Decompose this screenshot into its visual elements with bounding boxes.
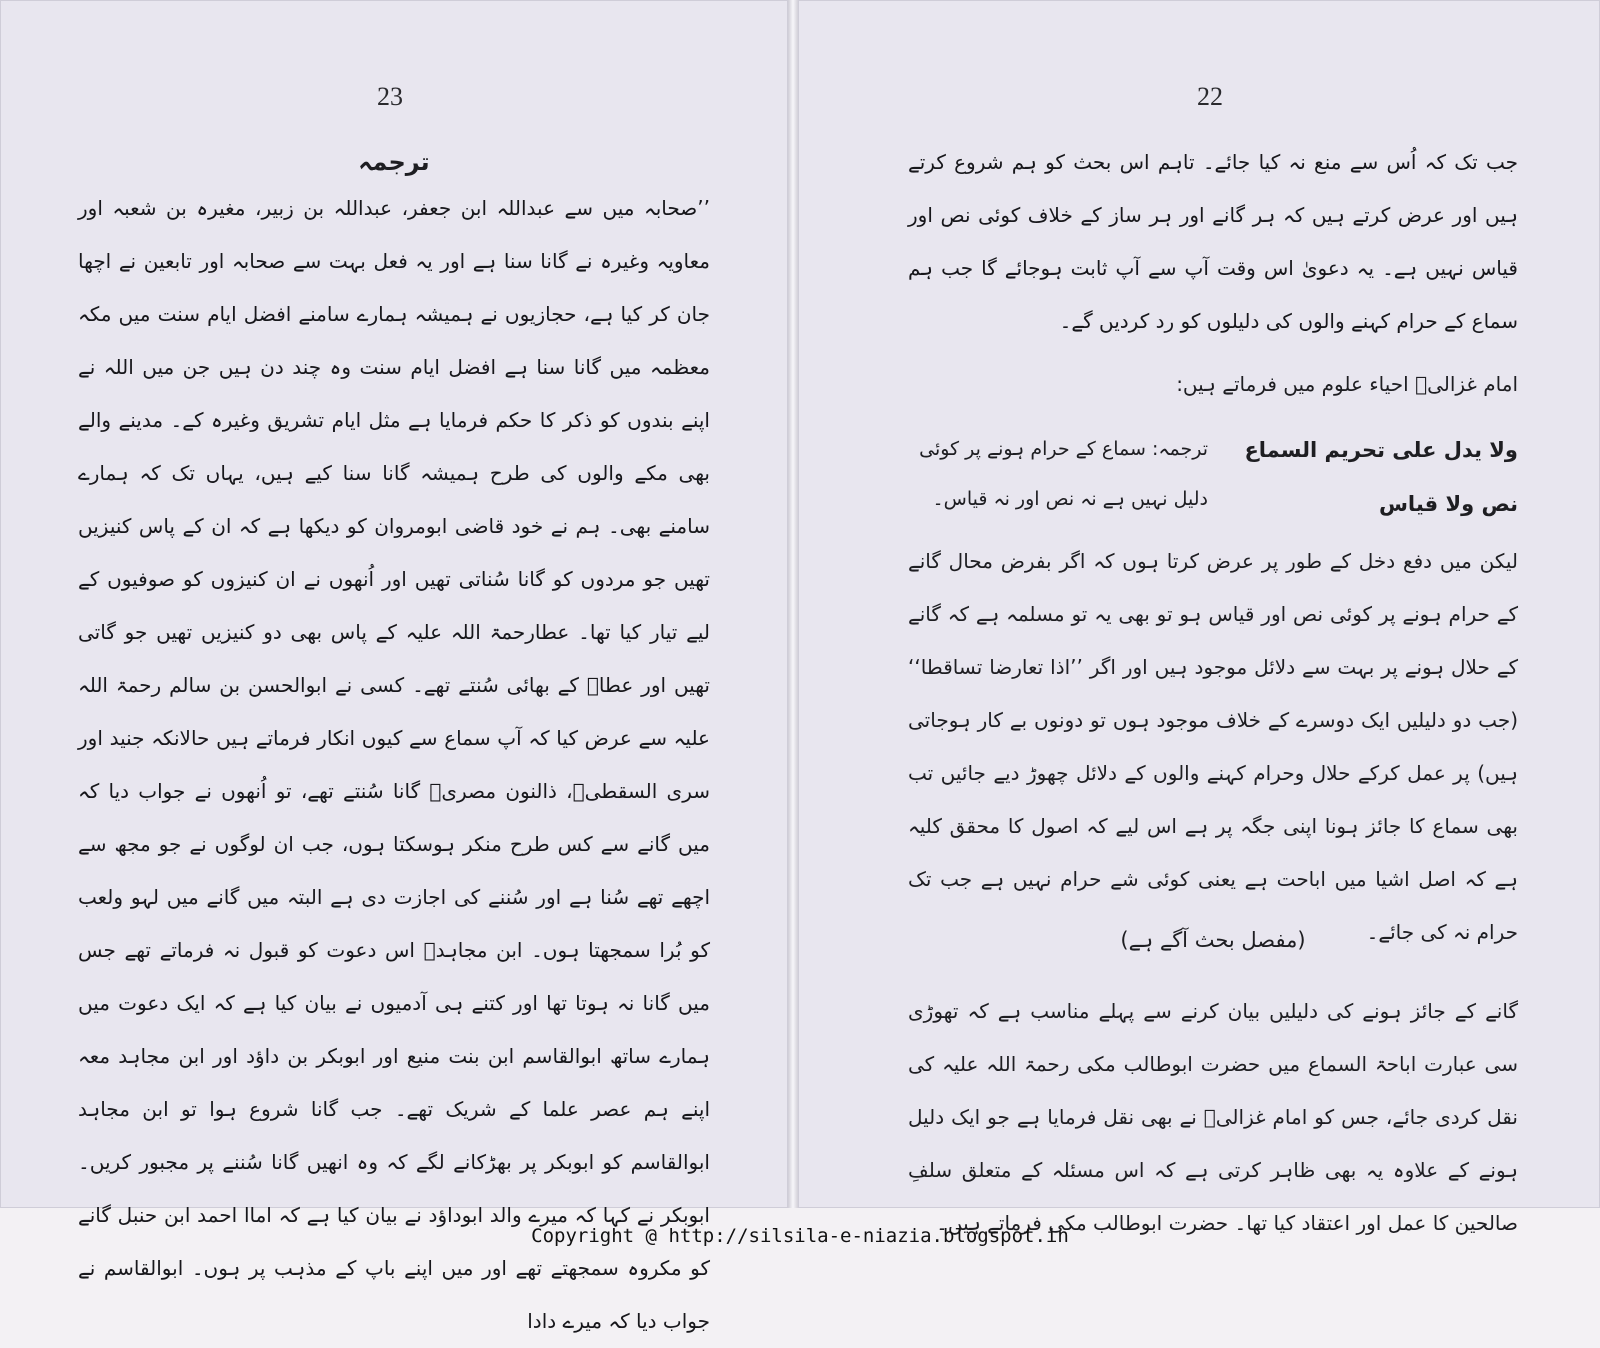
arabic-quote-line: نص ولا قیاس bbox=[1378, 492, 1518, 516]
right-page-paragraph-2: لیکن میں دفع دخل کے طور پر عرض کرتا ہوں کہ اگر بفرض محال گانے کے حرام ہونے پر کوئی نص اور قیاس ہو تو بھی یہ تو مسلمہ ہے کہ گانے کے حلال ہونے پر بہت سے دلائل موجود ہیں اور اگر ’’اذا تعارضا تساقطا‘‘ (جب دو دلیلیں ایک دوسرے کے خلاف موجود ہوں تو دونوں بے کار ہوجاتی ہیں) پر عمل کرکے حلال وحرام کہنے والوں کے دلائل چھوڑ دیے جائیں تب بھی سماع کا جائز ہونا اپنی جگہ پر ہے اس لیے کہ اصول کا محقق کلیہ ہے کہ اصل اشیا میں اباحت ہے یعنی کوئی شے حرام نہیں ہے جب تک حرام نہ کی جائے۔ bbox=[908, 549, 1518, 944]
translation-line: دلیل نہیں ہے نہ نص اور نہ قیاس۔ bbox=[932, 488, 1208, 510]
right-page-paragraph-1: جب تک کہ اُس سے منع نہ کیا جائے۔ تاہم اس بحث کو ہم شروع کرتے ہیں اور عرض کرتے ہیں کہ ہر گانے اور ہر ساز کے خلاف کوئی نص اور قیاس نہیں ہے۔ یہ دعویٰ اس وقت آپ سے آپ ثابت ہوجائے گا جب ہم سماع کے حرام کہنے والوں کی دلیلوں کو رد کردیں گے۔ bbox=[908, 150, 1518, 333]
copyright-footer: Copyright @ http://silsila-e-niazia.blogspot.in bbox=[531, 1225, 1069, 1247]
left-page bbox=[0, 0, 788, 1333]
book-gutter bbox=[788, 0, 798, 1208]
page-heading: ترجمہ bbox=[358, 148, 430, 176]
right-page-paragraph-3: گانے کے جائز ہونے کی دلیلیں بیان کرنے سے پہلے مناسب ہے کہ تھوڑی سی عبارت اباحۃ السماع میں حضرت ابوطالب مکی رحمۃ اللہ علیہ کی نقل کردی جائے، جس کو امام غزالیؒ نے بھی نقل فرمایا ہے جو ایک دلیل ہونے کے علاوہ یہ بھی ظاہر کرتی ہے کہ اس مسئلہ کے متعلق سلفِ صالحین کا عمل اور اعتقاد کیا تھا۔ حضرت ابوطالب مکی فرماتے ہیں۔ bbox=[908, 999, 1518, 1235]
centered-note: (مفصل بحث آگے ہے) bbox=[1120, 928, 1306, 952]
quote-intro: امام غزالیؒ احیاء علوم میں فرماتے ہیں: bbox=[1176, 372, 1518, 396]
page-number: 22 bbox=[1197, 82, 1223, 111]
page-number: 23 bbox=[377, 82, 403, 111]
arabic-quote-line: ولا یدل علی تحریم السماع bbox=[1244, 438, 1518, 462]
translation-line: ترجمہ: سماع کے حرام ہونے پر کوئی bbox=[919, 438, 1208, 460]
arabic-quote-block bbox=[908, 428, 1518, 528]
right-page bbox=[798, 0, 1600, 1235]
left-page-body: ’’صحابہ میں سے عبداللہ ابن جعفر، عبداللہ بن زبیر، مغیرہ بن شعبہ اور معاویہ وغیرہ نے گانا سنا ہے اور یہ فعل بہت سے صحابہ اور تابعین نے اچھا جان کر کیا ہے، حجازیوں نے ہمیشہ ہمارے سامنے افضل ایام سنت میں مکہ معظمہ میں گانا سنا ہے افضل ایام سنت وہ چند دن ہیں جن میں اللہ نے اپنے بندوں کو ذکر کا حکم فرمایا ہے مثل ایام تشریق وغیرہ کے۔ مدینے والے بھی مکے والوں کی طرح ہمیشہ گانا سنا کیے ہیں، یہاں تک کہ ہمارے سامنے بھی۔ ہم نے خود قاضی ابومروان کو دیکھا ہے کہ ان کے پاس کنیزیں تھیں جو مردوں کو گانا سُناتی تھیں اور اُنھوں نے ان کنیزوں کو صوفیوں کے لیے تیار کیا تھا۔ عطارحمۃ اللہ علیہ کے پاس بھی دو کنیزیں تھیں جو گاتی تھیں اور عطاؒ کے بھائی سُنتے تھے۔ کسی نے ابوالحسن بن سالم رحمۃ اللہ علیہ سے عرض کیا کہ آپ سماع سے کیوں انکار فرماتے ہیں حالانکہ جنید اور سری السقطیؒ، ذالنون مصریؒ گانا سُنتے تھے، تو اُنھوں نے جواب دیا کہ میں گانے سے کس طرح منکر ہوسکتا ہوں، جب ان لوگوں نے جو مجھ سے اچھے تھے سُنا ہے اور سُننے کی اجازت دی ہے البتہ میں گانے میں لہو ولعب کو بُرا سمجھتا ہوں۔ ابن مجاہدؒ اس دعوت کو قبول نہ فرماتے تھے جس میں گانا نہ ہوتا تھا اور کتنے ہی آدمیوں نے بیان کیا ہے کہ ایک دعوت میں ہمارے ساتھ ابوالقاسم ابن بنت منیع اور ابوبکر بن داؤد اور ابن مجاہد معہ اپنے ہم عصر علما کے شریک تھے۔ جب گانا شروع ہوا تو ابن مجاہد ابوالقاسم کو ابوبکر پر بھڑکانے لگے کہ وہ انھیں گانا سُننے پر مجبور کریں۔ ابوبکر نے کہا کہ میرے والد ابوداؤد نے بیان کیا ہے کہ اماا احمد ابن حنبل گانے کو مکروہ سمجھتے تھے اور میں اپنے باپ کے مذہب پر ہوں۔ ابوالقاسم نے جواب دیا کہ میرے دادا bbox=[78, 196, 710, 1333]
